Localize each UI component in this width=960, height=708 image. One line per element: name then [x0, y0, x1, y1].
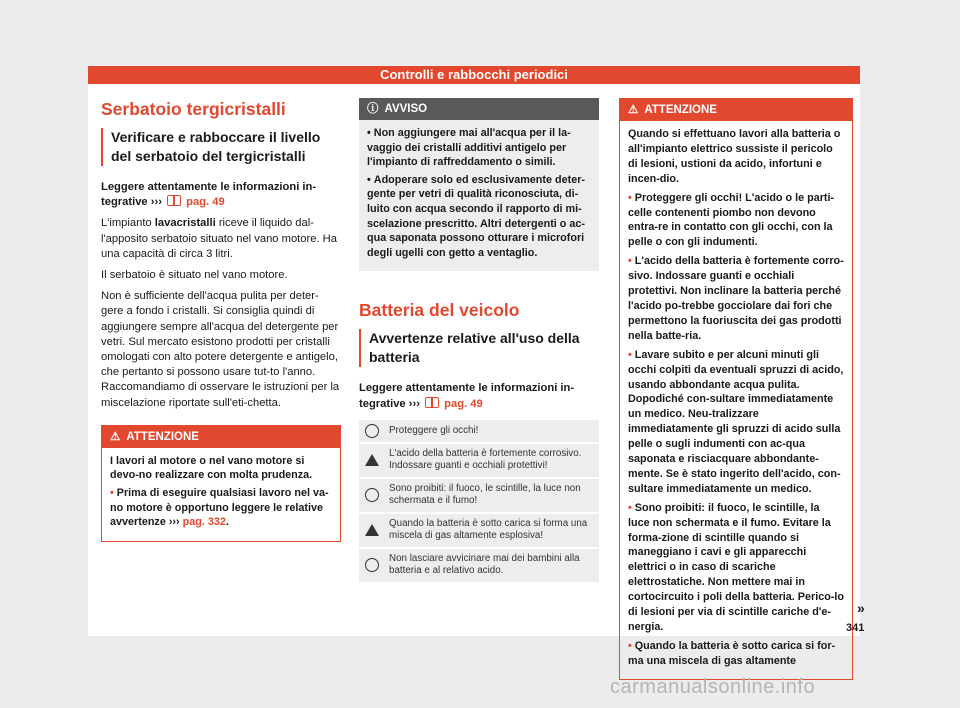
- info-circle-icon: ⓘ: [367, 103, 379, 115]
- eye-protection-icon: [365, 424, 379, 438]
- subtitle-battery: Avvertenze relative all'uso della batteria: [359, 329, 599, 367]
- page-link[interactable]: pag. 332: [182, 516, 226, 529]
- notice-box: ⓘ AVVISO • Non aggiungere mai all'acqua per il la-vaggio dei cristalli additivi antigelo per l'impianto di raffreddamento o simili. • Adoperare solo ed esclusivamente deter-gente per vetri di qualità riconosciuta, di-luito con acqua secondo il rapporto di mi-scelazione prescritto. Altri detergenti o ac-qua saponata possono otturare i microfori degli ugelli con getto a ventaglio.: [359, 98, 599, 271]
- column-3: [619, 98, 853, 680]
- warning-triangle-icon: ⚠: [628, 104, 639, 116]
- warning-header: ⚠ ATTENZIONE: [102, 426, 340, 448]
- notice-header: ⓘ AVVISO: [359, 98, 599, 120]
- page-header: Controlli e rabbocchi periodici: [88, 66, 860, 84]
- watermark: carmanualsonline.info: [610, 676, 816, 698]
- warning-header: ⚠ ATTENZIONE: [620, 99, 852, 121]
- table-row: Non lasciare avvicinare mai dei bambini alla batteria e al relativo acido.: [359, 547, 599, 582]
- intro-paragraph: Leggere attentamente le informazioni in-tegrative ››› pag. 49: [101, 181, 317, 209]
- section-title-battery: Batteria del veicolo: [359, 300, 520, 321]
- section-title-wiper-tank: Serbatoio tergicristalli: [101, 99, 286, 119]
- table-row: Sono proibiti: il fuoco, le scintille, la luce non schermata e il fumo!: [359, 477, 599, 512]
- warning-box: ⚠ ATTENZIONE I lavori al motore o nel vano motore si devo-no realizzare con molta prudenza. • Prima di eseguire qualsiasi lavoro nel va-no motore è opportuno leggere le relative avvertenze ››› pag. 332.: [101, 425, 341, 542]
- warning-triangle-icon: ⚠: [110, 430, 121, 443]
- symbol-table: [359, 418, 599, 582]
- intro-paragraph: Leggere attentamente le informazioni in-tegrative ››› pag. 49: [359, 382, 575, 410]
- explosive-icon: [365, 524, 379, 536]
- table-row: Proteggere gli occhi!: [359, 418, 599, 442]
- paragraph: Il serbatoio è situato nel vano motore.: [101, 269, 288, 282]
- book-icon: [167, 195, 181, 206]
- battery-warning-box: ⚠ ATTENZIONE Quando si effettuano lavori alla batteria o all'impianto elettrico sussiste il pericolo di lesioni, ustioni da acido, infortuni e incen-dio. • Proteggere gli occhi! L'acido o le parti-celle contenenti piombo non devono entra-re in contatto con gli occhi, con la pelle o con gli indumenti. • L'acido della batteria è fortemente corro-sivo. Indossare guanti e occhiali protettivi. Non inclinare la batteria perché l'acido po-trebbe gocciolare dai fori che permettono la fuoriuscita dei gas prodotti nella batte-ria. • Lavare subito e per alcuni minuti gli occhi colpiti da eventuali spruzzi di acido, usando abbondante acqua pulita. Dopodiché con-sultare immediatamente un medico. Neu-tralizzare immediatamente gli spruzzi di acido sulla pelle o sugli indumenti con ac-qua saponata e risciacquare abbondante-mente. Se è stato ingerito dell'acido, con-sultare immediatamente un medico. • Sono proibiti: il fuoco, le scintille, la luce non schermata e il fumo. Evitare la forma-zione di scintille quando si maneggiano i cavi e gli apparecchi elettrici o in caso di scariche elettrostatiche. Non mettere mai in cortocircuito i poli della batteria. Perico-lo di lesioni per via di scintille cariche d'e-nergia. • Quando la batteria è sotto carica si for-ma una miscela di gas altamente: [619, 98, 853, 680]
- column-1: [101, 98, 341, 542]
- keep-away-children-icon: [365, 558, 379, 572]
- continue-arrow-icon: »: [857, 600, 865, 616]
- page-link[interactable]: pag. 49: [444, 397, 483, 410]
- table-row: Quando la batteria è sotto carica si forma una miscela di gas altamente esplosiva!: [359, 512, 599, 547]
- column-2: [359, 98, 599, 582]
- book-icon: [425, 397, 439, 408]
- page-number: 341: [846, 622, 865, 634]
- no-fire-icon: [365, 488, 379, 502]
- corrosive-icon: [365, 454, 379, 466]
- page-link[interactable]: pag. 49: [186, 196, 225, 209]
- table-row: L'acido della batteria è fortemente corrosivo. Indossare guanti e occhiali protettivi!: [359, 442, 599, 477]
- subtitle-wiper-tank: Verificare e rabboccare il livello del serbatoio del tergicristalli: [101, 128, 341, 166]
- paragraph: Non è sufficiente dell'acqua pulita per deter-gere a fondo i cristalli. Si consiglia quindi di aggiungere sempre all'acqua del detergente per vetri. Sul mercato esistono prodotti per cristalli omologati con alto potere detergente e antigelo, che pertanto si possono usare tut-to l'anno. Raccomandiamo di osservare le istruzioni per la miscelazione riportate sull'eti-chetta.: [101, 290, 340, 409]
- paragraph: L'impianto lavacristalli riceve il liquido dal-l'apposito serbatoio situato nel vano motore. Ha una capacità di circa 3 litri.: [101, 217, 337, 260]
